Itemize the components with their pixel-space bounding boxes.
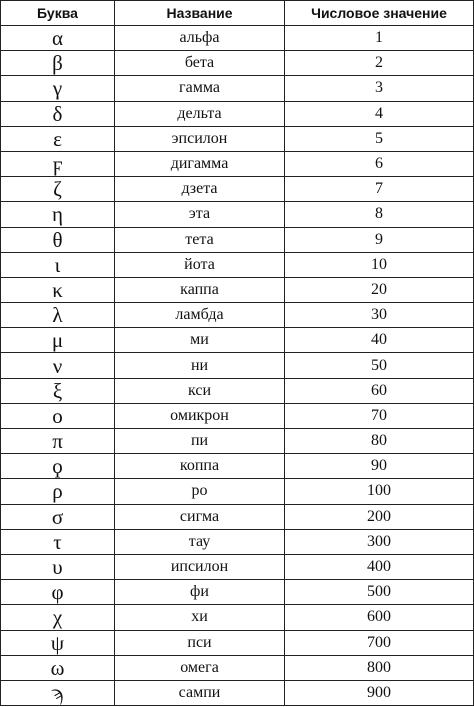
numeric-value-cell: 7 (285, 177, 474, 202)
letter-name-cell: омега (115, 655, 285, 680)
numeric-value-cell: 400 (285, 554, 474, 579)
letter-name-cell: эта (115, 202, 285, 227)
numeric-value-cell: 50 (285, 353, 474, 378)
letter-name-cell: бета (115, 51, 285, 76)
table-row (1, 554, 474, 579)
numeric-value-cell: 2 (285, 51, 474, 76)
table-header (1, 1, 474, 26)
table-row (1, 353, 474, 378)
greek-letter-cell: μ (1, 328, 115, 353)
numeric-value-cell: 5 (285, 126, 474, 151)
numeric-value-cell: 80 (285, 429, 474, 454)
greek-letter-cell: κ (1, 277, 115, 302)
numeric-value-cell: 200 (285, 504, 474, 529)
greek-letter-cell: δ (1, 101, 115, 126)
letter-name-cell: тета (115, 227, 285, 252)
numeric-value-cell: 300 (285, 529, 474, 554)
table-row (1, 529, 474, 554)
numeric-value-cell: 100 (285, 479, 474, 504)
table-row (1, 403, 474, 428)
letter-name-cell: пси (115, 630, 285, 655)
numeric-value-cell: 1 (285, 26, 474, 51)
greek-letter-cell: ρ (1, 479, 115, 504)
letter-name-cell: омикрон (115, 403, 285, 428)
numeric-value-cell: 60 (285, 378, 474, 403)
table-row (1, 227, 474, 252)
table-body (1, 26, 474, 706)
letter-name-cell: кси (115, 378, 285, 403)
letter-name-cell: гамма (115, 76, 285, 101)
letter-name-cell: тау (115, 529, 285, 554)
greek-letter-cell: ν (1, 353, 115, 378)
table-row (1, 202, 474, 227)
greek-letter-cell: ϡ (1, 680, 115, 705)
header-letter: Буква (1, 1, 115, 26)
greek-letter-cell: ω (1, 655, 115, 680)
header-name: Название (115, 1, 285, 26)
numeric-value-cell: 10 (285, 252, 474, 277)
letter-name-cell: ипсилон (115, 554, 285, 579)
greek-letter-cell: χ (1, 605, 115, 630)
letter-name-cell: ро (115, 479, 285, 504)
numeric-value-cell: 600 (285, 605, 474, 630)
greek-letter-cell: η (1, 202, 115, 227)
table-row (1, 51, 474, 76)
numeric-value-cell: 90 (285, 454, 474, 479)
greek-letter-cell: υ (1, 554, 115, 579)
greek-letter-cell: σ (1, 504, 115, 529)
table-row (1, 630, 474, 655)
greek-letter-cell: γ (1, 76, 115, 101)
letter-name-cell: дзета (115, 177, 285, 202)
numeric-value-cell: 4 (285, 101, 474, 126)
greek-letter-cell: ζ (1, 177, 115, 202)
greek-letter-cell: ο (1, 403, 115, 428)
greek-letter-cell: ϙ (1, 454, 115, 479)
table-row (1, 328, 474, 353)
letter-name-cell: эпсилон (115, 126, 285, 151)
letter-name-cell: дигамма (115, 151, 285, 176)
table-row (1, 454, 474, 479)
greek-letter-cell: λ (1, 303, 115, 328)
letter-name-cell: сигма (115, 504, 285, 529)
letter-name-cell: альфа (115, 26, 285, 51)
numeric-value-cell: 800 (285, 655, 474, 680)
numeric-value-cell: 700 (285, 630, 474, 655)
table-row (1, 101, 474, 126)
greek-letter-cell: ψ (1, 630, 115, 655)
greek-letter-cell: ϝ (1, 151, 115, 176)
numeric-value-cell: 500 (285, 580, 474, 605)
numeric-value-cell: 8 (285, 202, 474, 227)
table-row (1, 76, 474, 101)
table-row (1, 429, 474, 454)
numeric-value-cell: 30 (285, 303, 474, 328)
table-row (1, 126, 474, 151)
table-row (1, 605, 474, 630)
letter-name-cell: коппа (115, 454, 285, 479)
greek-letter-cell: ε (1, 126, 115, 151)
greek-letter-cell: φ (1, 580, 115, 605)
table-row (1, 655, 474, 680)
table-row (1, 151, 474, 176)
letter-name-cell: сампи (115, 680, 285, 705)
letter-name-cell: йота (115, 252, 285, 277)
numeric-value-cell: 9 (285, 227, 474, 252)
greek-letter-cell: θ (1, 227, 115, 252)
letter-name-cell: хи (115, 605, 285, 630)
table-row (1, 277, 474, 302)
numeric-value-cell: 20 (285, 277, 474, 302)
letter-name-cell: ламбда (115, 303, 285, 328)
letter-name-cell: ни (115, 353, 285, 378)
greek-letter-cell: β (1, 51, 115, 76)
table-row (1, 479, 474, 504)
table-row (1, 26, 474, 51)
table-row (1, 580, 474, 605)
header-row (1, 1, 474, 26)
letter-name-cell: пи (115, 429, 285, 454)
greek-letter-cell: τ (1, 529, 115, 554)
greek-letter-cell: α (1, 26, 115, 51)
greek-letter-cell: ι (1, 252, 115, 277)
numeric-value-cell: 70 (285, 403, 474, 428)
numeric-value-cell: 6 (285, 151, 474, 176)
letter-name-cell: фи (115, 580, 285, 605)
greek-letter-cell: π (1, 429, 115, 454)
letter-name-cell: ми (115, 328, 285, 353)
greek-letter-cell: ξ (1, 378, 115, 403)
header-value: Числовое значение (285, 1, 474, 26)
table-row (1, 303, 474, 328)
table-row (1, 504, 474, 529)
table-row (1, 680, 474, 705)
numeric-value-cell: 900 (285, 680, 474, 705)
letter-name-cell: дельта (115, 101, 285, 126)
letter-name-cell: каппа (115, 277, 285, 302)
table-row (1, 378, 474, 403)
numeric-value-cell: 40 (285, 328, 474, 353)
table-row (1, 252, 474, 277)
table-row (1, 177, 474, 202)
numeric-value-cell: 3 (285, 76, 474, 101)
